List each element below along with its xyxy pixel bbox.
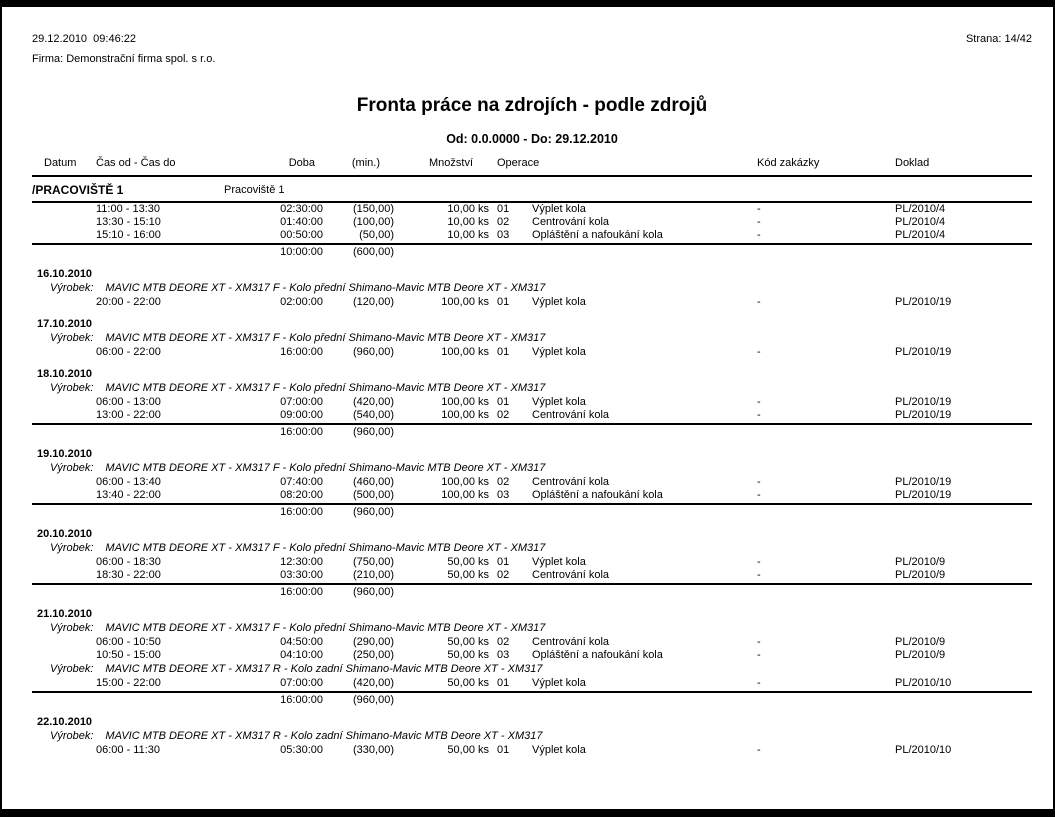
cell-order-code: -	[757, 203, 761, 215]
cell-operation-name: Centrování kola	[532, 476, 610, 488]
resource-header	[32, 183, 1032, 203]
cell-operation-name: Opláštění a nafoukání kola	[532, 489, 663, 501]
column-header-kod-zakazky: Kód zakázky	[757, 157, 820, 169]
table-row	[32, 677, 1032, 690]
cell-minutes: (750,00)	[353, 556, 394, 568]
cell-minutes: (150,00)	[353, 203, 394, 215]
cell-operation-name: Výplet kola	[532, 556, 586, 568]
cell-operation-number: 01	[497, 396, 510, 408]
cell-minutes: (500,00)	[353, 489, 394, 501]
cell-doba: 16:00:00	[280, 346, 323, 358]
cell-quantity: 100,00 ks	[441, 346, 489, 358]
cell-time-spacer	[96, 506, 182, 519]
table-row	[32, 296, 1032, 309]
cell-doba: 04:50:00	[280, 636, 323, 648]
cell-doklad: PL/2010/9	[895, 569, 946, 581]
cell-operation-name: Výplet kola	[532, 744, 586, 756]
cell-quantity: 10,00 ks	[447, 229, 489, 241]
cell-doklad: PL/2010/9	[895, 556, 946, 568]
cell-operation-name: Opláštění a nafoukání kola	[532, 229, 663, 241]
cell-operation-number: 03	[497, 229, 510, 241]
column-header-min: (min.)	[351, 157, 380, 169]
subtotal-doba: 16:00:00	[280, 426, 323, 438]
product-name: MAVIC MTB DEORE XT - XM317 F - Kolo přední Shimano-Mavic MTB Deore XT - XM317	[105, 282, 546, 294]
column-header-cas: Čas od - Čas do	[96, 157, 176, 169]
cell-operation-number: 01	[497, 556, 510, 568]
cell-doklad: PL/2010/19	[895, 476, 952, 488]
cell-operation-name: Výplet kola	[532, 346, 586, 358]
cell-doklad: PL/2010/19	[895, 396, 952, 408]
cell-doba: 02:00:00	[280, 296, 323, 308]
cell-doklad: PL/2010/19	[895, 489, 952, 501]
table-row	[32, 489, 1032, 502]
subtotal-row	[32, 505, 1032, 519]
product-label: Výrobek:	[50, 382, 94, 394]
cell-doba: 01:40:00	[280, 216, 323, 228]
subtotal-row	[32, 693, 1032, 707]
product-label: Výrobek:	[50, 730, 94, 742]
cell-time-range: 06:00 - 11:30	[96, 744, 161, 756]
table-row	[32, 744, 1032, 757]
date-heading: 20.10.2010	[37, 528, 93, 540]
cell-quantity: 100,00 ks	[441, 396, 489, 408]
cell-operation-number: 01	[497, 203, 510, 215]
cell-quantity: 100,00 ks	[441, 296, 489, 308]
cell-time-range: 10:50 - 15:00	[96, 649, 161, 661]
cell-quantity: 100,00 ks	[441, 476, 489, 488]
cell-quantity: 50,00 ks	[447, 744, 489, 756]
cell-order-code: -	[757, 476, 761, 488]
cell-minutes: (420,00)	[353, 677, 394, 689]
cell-datum-spacer	[32, 229, 96, 242]
product-label: Výrobek:	[50, 282, 94, 294]
cell-datum-spacer	[32, 409, 96, 422]
cell-time-range: 15:10 - 16:00	[96, 229, 161, 241]
cell-time-spacer	[96, 246, 182, 259]
cell-datum-spacer	[32, 744, 96, 757]
product-label: Výrobek:	[50, 663, 94, 675]
cell-operation-number: 02	[497, 569, 510, 581]
cell-quantity: 100,00 ks	[441, 489, 489, 501]
cell-datum-spacer	[32, 216, 96, 229]
table-row	[32, 396, 1032, 409]
cell-quantity: 50,00 ks	[447, 556, 489, 568]
resource-code: /PRACOVIŠTĚ 1	[32, 183, 124, 197]
product-label: Výrobek:	[50, 332, 94, 344]
subtotal-doba: 16:00:00	[280, 586, 323, 598]
report-body	[32, 203, 1032, 757]
product-label: Výrobek:	[50, 542, 94, 554]
cell-doklad: PL/2010/10	[895, 744, 952, 756]
cell-datum-spacer	[32, 426, 96, 439]
table-row	[32, 346, 1032, 359]
cell-time-range: 06:00 - 18:30	[96, 556, 161, 568]
cell-datum-spacer	[32, 556, 96, 569]
cell-time-range: 06:00 - 10:50	[96, 636, 161, 648]
table-row	[32, 569, 1032, 582]
product-line	[32, 622, 1032, 635]
cell-quantity: 50,00 ks	[447, 636, 489, 648]
column-header-doba: Doba	[288, 157, 315, 169]
cell-quantity: 50,00 ks	[447, 677, 489, 689]
cell-datum-spacer	[32, 476, 96, 489]
product-line	[32, 542, 1032, 555]
subtotal-row	[32, 585, 1032, 599]
cell-quantity: 10,00 ks	[447, 203, 489, 215]
product-line	[32, 663, 1032, 676]
subtotal-doba: 16:00:00	[280, 694, 323, 706]
cell-time-range: 20:00 - 22:00	[96, 296, 161, 308]
product-name: MAVIC MTB DEORE XT - XM317 F - Kolo přední Shimano-Mavic MTB Deore XT - XM317	[105, 382, 546, 394]
cell-quantity: 100,00 ks	[441, 409, 489, 421]
cell-minutes: (50,00)	[359, 229, 394, 241]
cell-doba: 08:20:00	[280, 489, 323, 501]
report-top-line	[32, 33, 1032, 46]
cell-operation-number: 01	[497, 346, 510, 358]
cell-datum-spacer	[32, 636, 96, 649]
table-row	[32, 649, 1032, 662]
cell-operation-name: Výplet kola	[532, 396, 586, 408]
cell-time-range: 15:00 - 22:00	[96, 677, 161, 689]
cell-datum-spacer	[32, 694, 96, 707]
cell-time-range: 06:00 - 22:00	[96, 346, 161, 358]
cell-time-range: 13:40 - 22:00	[96, 489, 161, 501]
cell-order-code: -	[757, 569, 761, 581]
cell-datum-spacer	[32, 586, 96, 599]
cell-datum-spacer	[32, 203, 96, 216]
cell-datum-spacer	[32, 489, 96, 502]
product-name: MAVIC MTB DEORE XT - XM317 R - Kolo zadní Shimano-Mavic MTB Deore XT - XM317	[105, 730, 543, 742]
cell-operation-name: Centrování kola	[532, 636, 610, 648]
date-heading: 16.10.2010	[37, 268, 93, 280]
cell-operation-number: 02	[497, 636, 510, 648]
cell-operation-number: 01	[497, 677, 510, 689]
cell-minutes: (100,00)	[353, 216, 394, 228]
resource-name: Pracoviště 1	[224, 184, 285, 196]
cell-minutes: (210,00)	[353, 569, 394, 581]
cell-doklad: PL/2010/4	[895, 203, 946, 215]
cell-operation-number: 01	[497, 296, 510, 308]
cell-operation-number: 03	[497, 649, 510, 661]
report-date-range: Od: 0.0.0000 - Do: 29.12.2010	[446, 132, 618, 146]
subtotal-row	[32, 425, 1032, 439]
cell-datum-spacer	[32, 396, 96, 409]
product-label: Výrobek:	[50, 622, 94, 634]
subtotal-doba: 10:00:00	[280, 246, 323, 258]
firm-line: Firma: Demonstrační firma spol. s r.o.	[32, 53, 216, 65]
report-datetime: 29.12.2010 09:46:22	[32, 33, 136, 45]
product-line	[32, 462, 1032, 475]
cell-order-code: -	[757, 636, 761, 648]
subtotal-minutes: (600,00)	[353, 246, 394, 258]
cell-doba: 04:10:00	[280, 649, 323, 661]
subtotal-row	[32, 245, 1032, 259]
subtotal-minutes: (960,00)	[353, 694, 394, 706]
cell-operation-name: Výplet kola	[532, 203, 586, 215]
table-row	[32, 556, 1032, 569]
table-header	[32, 157, 1032, 177]
cell-operation-name: Výplet kola	[532, 677, 586, 689]
cell-order-code: -	[757, 229, 761, 241]
cell-doba: 12:30:00	[280, 556, 323, 568]
cell-doba: 07:40:00	[280, 476, 323, 488]
cell-order-code: -	[757, 409, 761, 421]
table-row	[32, 229, 1032, 242]
cell-order-code: -	[757, 346, 761, 358]
date-heading: 21.10.2010	[37, 608, 93, 620]
table-row	[32, 216, 1032, 229]
cell-time-range: 11:00 - 13:30	[96, 203, 161, 215]
cell-order-code: -	[757, 556, 761, 568]
product-line	[32, 282, 1032, 295]
cell-operation-number: 03	[497, 489, 510, 501]
cell-operation-name: Centrování kola	[532, 216, 610, 228]
product-name: MAVIC MTB DEORE XT - XM317 F - Kolo přední Shimano-Mavic MTB Deore XT - XM317	[105, 462, 546, 474]
cell-operation-name: Výplet kola	[532, 296, 586, 308]
cell-time-range: 18:30 - 22:00	[96, 569, 161, 581]
subtotal-minutes: (960,00)	[353, 586, 394, 598]
cell-minutes: (540,00)	[353, 409, 394, 421]
subtotal-minutes: (960,00)	[353, 426, 394, 438]
cell-doklad: PL/2010/10	[895, 677, 952, 689]
report-content	[32, 33, 1032, 757]
cell-quantity: 50,00 ks	[447, 569, 489, 581]
cell-doklad: PL/2010/9	[895, 649, 946, 661]
product-name: MAVIC MTB DEORE XT - XM317 R - Kolo zadní Shimano-Mavic MTB Deore XT - XM317	[105, 663, 543, 675]
cell-doba: 09:00:00	[280, 409, 323, 421]
subtotal-doba: 16:00:00	[280, 506, 323, 518]
product-line	[32, 382, 1032, 395]
cell-datum-spacer	[32, 296, 96, 309]
cell-order-code: -	[757, 649, 761, 661]
table-row	[32, 203, 1032, 216]
cell-time-range: 06:00 - 13:00	[96, 396, 161, 408]
product-line	[32, 730, 1032, 743]
product-name: MAVIC MTB DEORE XT - XM317 F - Kolo přední Shimano-Mavic MTB Deore XT - XM317	[105, 542, 546, 554]
cell-time-range: 13:00 - 22:00	[96, 409, 161, 421]
cell-operation-name: Centrování kola	[532, 569, 610, 581]
cell-time-spacer	[96, 586, 182, 599]
page-number: Strana: 14/42	[965, 33, 1032, 45]
cell-doba: 05:30:00	[280, 744, 323, 756]
report-title: Fronta práce na zdrojích - podle zdrojů	[356, 95, 708, 116]
date-heading: 22.10.2010	[37, 716, 93, 728]
cell-doklad: PL/2010/19	[895, 409, 952, 421]
column-header-operace: Operace	[497, 157, 540, 169]
cell-order-code: -	[757, 677, 761, 689]
cell-operation-name: Opláštění a nafoukání kola	[532, 649, 663, 661]
cell-time-range: 13:30 - 15:10	[96, 216, 161, 228]
cell-minutes: (120,00)	[353, 296, 394, 308]
cell-minutes: (420,00)	[353, 396, 394, 408]
table-row	[32, 636, 1032, 649]
subtotal-minutes: (960,00)	[353, 506, 394, 518]
cell-datum-spacer	[32, 506, 96, 519]
cell-datum-spacer	[32, 346, 96, 359]
cell-doba: 00:50:00	[280, 229, 323, 241]
product-name: MAVIC MTB DEORE XT - XM317 F - Kolo přední Shimano-Mavic MTB Deore XT - XM317	[105, 622, 546, 634]
cell-doklad: PL/2010/19	[895, 346, 952, 358]
product-line	[32, 332, 1032, 345]
cell-minutes: (330,00)	[353, 744, 394, 756]
cell-operation-number: 02	[497, 476, 510, 488]
cell-datum-spacer	[32, 246, 96, 259]
cell-operation-number: 02	[497, 216, 510, 228]
cell-quantity: 10,00 ks	[447, 216, 489, 228]
product-name: MAVIC MTB DEORE XT - XM317 F - Kolo přední Shimano-Mavic MTB Deore XT - XM317	[105, 332, 546, 344]
cell-order-code: -	[757, 396, 761, 408]
cell-time-spacer	[96, 426, 182, 439]
cell-minutes: (960,00)	[353, 346, 394, 358]
cell-doklad: PL/2010/4	[895, 229, 946, 241]
cell-operation-name: Centrování kola	[532, 409, 610, 421]
cell-order-code: -	[757, 744, 761, 756]
cell-operation-number: 02	[497, 409, 510, 421]
cell-minutes: (290,00)	[353, 636, 394, 648]
cell-doba: 07:00:00	[280, 396, 323, 408]
date-heading: 17.10.2010	[37, 318, 93, 330]
cell-datum-spacer	[32, 649, 96, 662]
product-label: Výrobek:	[50, 462, 94, 474]
cell-datum-spacer	[32, 677, 96, 690]
table-row	[32, 409, 1032, 422]
cell-doklad: PL/2010/4	[895, 216, 946, 228]
cell-time-spacer	[96, 694, 182, 707]
cell-operation-number: 01	[497, 744, 510, 756]
column-header-doklad: Doklad	[895, 157, 930, 169]
cell-doba: 07:00:00	[280, 677, 323, 689]
cell-doklad: PL/2010/19	[895, 296, 952, 308]
cell-order-code: -	[757, 296, 761, 308]
date-heading: 18.10.2010	[37, 368, 93, 380]
table-row	[32, 476, 1032, 489]
column-header-mnozstvi: Množství	[428, 157, 473, 169]
cell-minutes: (460,00)	[353, 476, 394, 488]
cell-doba: 03:30:00	[280, 569, 323, 581]
cell-minutes: (250,00)	[353, 649, 394, 661]
cell-doba: 02:30:00	[280, 203, 323, 215]
cell-time-range: 06:00 - 13:40	[96, 476, 161, 488]
cell-datum-spacer	[32, 569, 96, 582]
cell-doklad: PL/2010/9	[895, 636, 946, 648]
cell-order-code: -	[757, 216, 761, 228]
cell-order-code: -	[757, 489, 761, 501]
date-heading: 19.10.2010	[37, 448, 93, 460]
cell-quantity: 50,00 ks	[447, 649, 489, 661]
column-header-datum: Datum	[44, 157, 77, 169]
